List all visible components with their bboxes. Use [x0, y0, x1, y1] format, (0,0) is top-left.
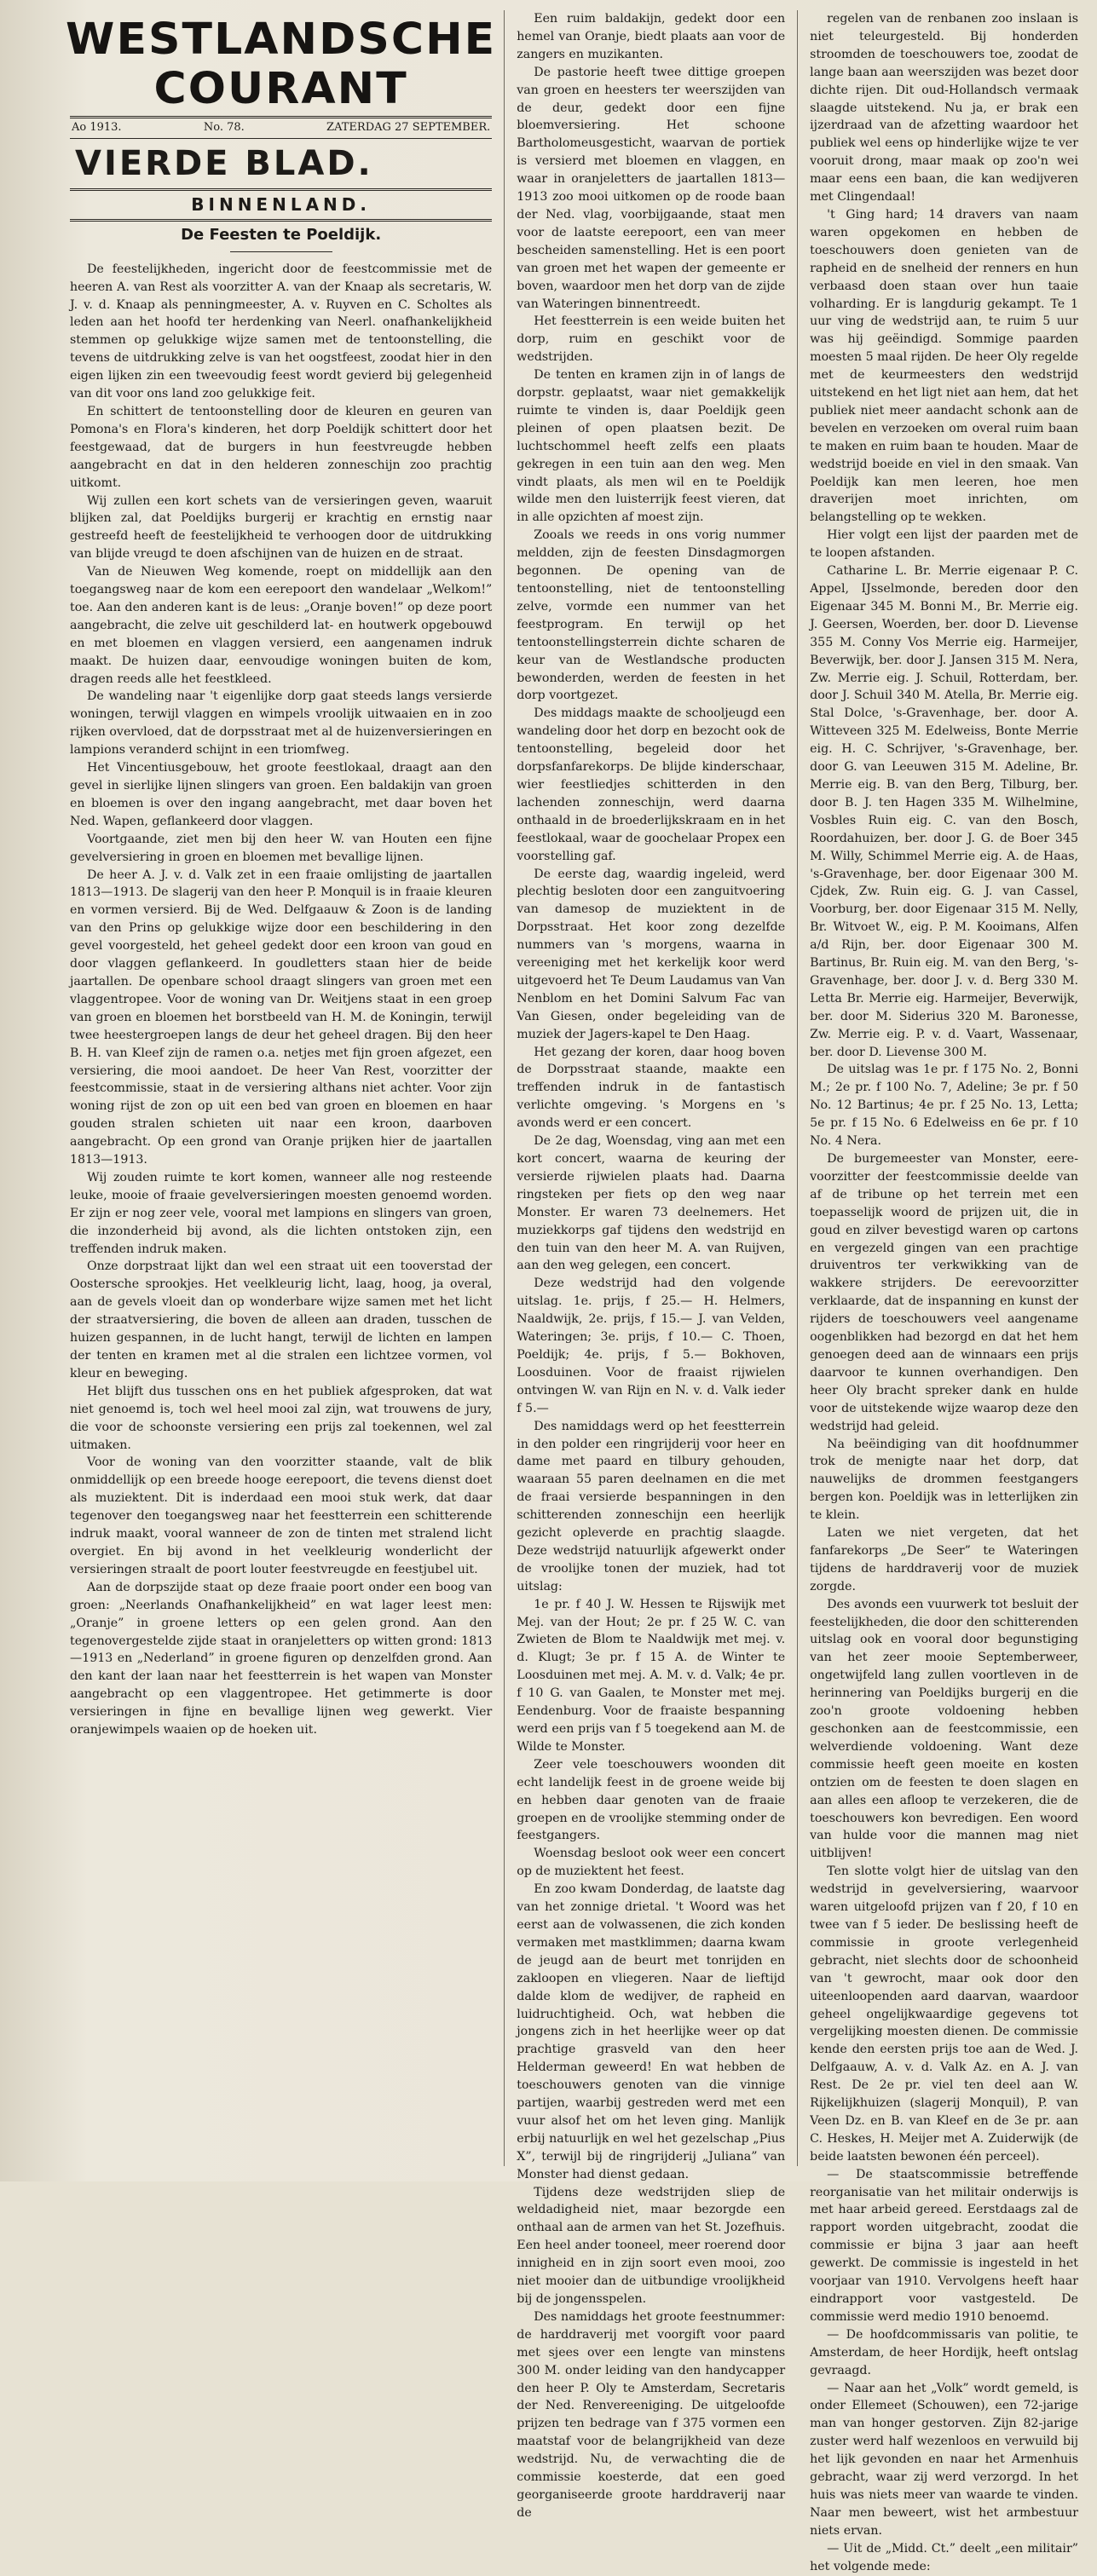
- paragraph: Onze dorpstraat lijkt dan wel een straat uit een tooverstad der Oostersche sprookjes. Het veelkleurig licht, laag, hoog, ja overal, aan de gevels vloeit dan op wonderbare wijze samen met het licht der straatversiering, die boven de alleen aan draden, tusschen de huizen gespannen, in de lucht hangt, terwijl de lichten en lampen der tenten en kramen met al die stralen een lichtzee vormen, vol kleur en beweging.: [70, 1259, 493, 1380]
- year: Ao 1913.: [72, 121, 122, 134]
- column-2-body: [517, 10, 785, 2522]
- column-1-body: [70, 261, 492, 1739]
- paragraph: — Naar aan het „Volk” wordt gemeld, is onder Ellemeet (Schouwen), een 72-jarige man van honger gestorven. Zijn 82-jarige zuster werd half wezenloos en verwuild bij het lijk gevonden en naar het Armenhuis gebracht, waar zij werd verzorgd. In het huis was niets meer van waarde te vinden. Naar men beweert, wist het armbestuur niets ervan.: [810, 2381, 1078, 2538]
- paragraph: De 2e dag, Woensdag, ving aan met een kort concert, waarna de keuring der versierde rijwielen plaats had. Daarna ringsteken per fiets op den weg naar Monster. Er waren 73 deelnemers. Het muziekkorps gaf tijdens den wedstrijd en den tuin van den heer M. A. van Ruijven, aan den weg gelegen, een concert.: [517, 1134, 786, 1273]
- paragraph: Tijdens deze wedstrijden sliep de weldadigheid niet, maar bezorgde een onthaal aan de armen van het St. Jozefhuis. Een heel ander tooneel, meer roerend door innigheid en in zijn soort even mooi, zoo niet mooier dan de uitbundige vroolijkheid bij de jongensspelen.: [517, 2185, 786, 2306]
- paragraph: De feestelijkheden, ingericht door de feestcommissie met de heeren A. van Rest als voorzitter A. van der Knaap als secretaris, W. J. v. d. Knaap als penningmeester, A. v. Ruyven en C. Scholtes als leden aan het hoofd ter herdenking van Neerl. onafhankelijkheid stemmen op gelukkige wijze samen met de tentoonstelling, die tevens de uitdrukking zelve is van het oogstfeest, zoodat hier in den eigen lijken zin een tweevoudig feest wordt gevierd bij gelegenheid van dit voor ons land zoo gelukkige feit.: [70, 262, 493, 401]
- paragraph: En zoo kwam Donderdag, de laatste dag van het zonnige drietal. 't Woord was het eerst aan de volwassenen, die zich konden vermaken met mastklimmen; daarna kwam de jeugd aan de beurt met tonrijden en zakloopen en vliegeren. Naar de lieftijd dalde klom de wedijver, de rapheid en luidruchtigheid. Och, wat hebben die jongens zich in het heerlijke weer op dat prachtige grasveld van den heer Helderman geweerd! En wat hebben de toeschouwers genoten van die vinnige partijen, waarbij gestreden werd met een vuur alsof het om het leven ging. Manlijk erbij natuurlijk en wel het gezelschap „Pius X”, terwijl bij de ringrijderij „Juliana” van Monster had dienst gedaan.: [517, 1882, 786, 2181]
- paragraph: 't Ging hard; 14 dravers van naam waren opgekomen en hebben de toeschouwers doen genieten van de rapheid en de snelheid der renners en hun verbaasd doen staan over hun taaie volharding. Er is langdurig gekampt. Te 1 uur ving de wedstrijd aan, te ruim 5 uur was hij geëindigd. Sommige paarden moesten 5 maal rijden. De heer Oly regelde met de keurmeesters den wedstrijd uitstekend en het ligt niet aan hem, dat het publiek niet meer aandacht schonk aan de bevelen en verzoeken om overal ruim baan te maken en ruim baan te houden. Maar de wedstrijd boeide en viel in den smaak. Van Poeldijk kan men leeren, hoe men draverijen moet inrichten, om belangstelling op te wekken.: [810, 207, 1078, 525]
- paragraph: Laten we niet vergeten, dat het fanfarekorps „De Seer” te Wateringen tijdens de harddraverij voor de muziek zorgde.: [810, 1526, 1078, 1593]
- subsection-title: BINNENLAND.: [191, 193, 371, 215]
- paragraph: Zeer vele toeschouwers woonden dit echt landelijk feest in de groene weide bij en hebben daar genoten van de fraaie groepen en de vroolijke stemming onder de feestgangers.: [517, 1757, 786, 1843]
- paragraph: Ten slotte volgt hier de uitslag van den wedstrijd in gevelversiering, waarvoor waren uitgeloofd prijzen van f 20, f 10 en twee van f 5 ieder. De beslissing heeft de commissie in groote verlegenheid gebracht, niet slechts door de schoonheid van 't gewrocht, maar ook door den uiteenloopenden aard daarvan, waardoor geheel ongelijkwaardige gegevens tot vergelijking moesten dienen. De commissie kende den eersten prijs toe aan de Wed. J. Delfgaauw, A. v. d. Valk Az. en A. J. van Rest. De 2e pr. viel ten deel aan W. Rijkelijkhuizen (slagerij Monquil), P. van Veen Dz. en B. van Kleef en de 3e pr. aan C. Heskes, H. Meijer met A. Zuiderwijk (de beide laatsten bewonen één perceel).: [810, 1864, 1078, 2164]
- paragraph: Het blijft dus tusschen ons en het publiek afgesproken, dat wat niet genoemd is, toch wel heel mooi zal zijn, wat trouwens de jury, die voor de schoonste versiering een prijs zal toekennen, wel zal uitmaken.: [70, 1384, 493, 1452]
- paragraph: Het gezang der koren, daar hoog boven de Dorpsstraat staande, maakte een treffenden indruk in de fantastisch verlichte omgeving. 's Morgens en 's avonds werd er een concert.: [517, 1045, 786, 1131]
- paragraph: De burgemeester van Monster, eere-voorzitter der feestcommissie deelde van af de tribune op het terrein met een toepasselijk woord de prijzen uit, die in goud en zilver bevestigd waren op cartons en vergezeld gingen van een prachtige druiventros ter verkwikking van de wakkere strijders. De eerevoorzitter verklaarde, dat de inspanning en kunst der rijders de toeschouwers veel aangename oogenblikken had bezorgd en dat het hem genoegen deed aan de winnaars een prijs daarvoor te kunnen overhandigen. Den heer Oly bracht spreker dank en hulde voor de uitstekende wijze waarop deze den wedstrijd had geleid.: [810, 1152, 1078, 1433]
- paragraph: Voortgaande, ziet men bij den heer W. van Houten een fijne gevelversiering in groen en bloemen met bevallige lijnen.: [70, 832, 493, 864]
- paragraph: Deze wedstrijd had den volgende uitslag. 1e. prijs, f 25.— H. Helmers, Naaldwijk, 2e. prijs, f 15.— J. van Velden, Wateringen; 3e. prijs, f 10.— C. Thoen, Poeldijk; 4e. prijs, f 5.— Bokhoven, Loosduinen. Voor de fraaist rijwielen ontvingen W. van Rijn en N. v. d. Valk ieder f 5.—: [517, 1276, 786, 1415]
- paragraph: — Uit de „Midd. Ct.” deelt „een militair” het volgende mede:: [810, 2541, 1078, 2573]
- paragraph: — De staatscommissie betreffende reorganisatie van het militair onderwijs is met haar arbeid gereed. Eerstdaags zal de rapport worden uitgebracht, zoodat die commissie er bijna 3 jaar aan heeft gewerkt. De commissie is ingesteld in het voorjaar van 1910. Vervolgens heeft haar eindrapport voor vastgesteld. De commissie werd medio 1910 benoemd.: [810, 2167, 1078, 2324]
- paragraph: Des namiddags het groote feestnummer: de harddraverij met voorgift voor paard met sjees over een lengte van minstens 300 M. onder leiding van den handycapper den heer P. Oly te Amsterdam, Secretaris der Ned. Renvereeniging. De uitgeloofde prijzen ten bedrage van f 375 vormen een maatstaf voor de belangrijkheid van deze wedstrijd. Nu, de verwachting die de commissie koesterde, dat een goed georganiseerde groote harddraverij naar de: [517, 2309, 786, 2520]
- short-divider: [230, 251, 332, 252]
- paragraph: Hier volgt een lijst der paarden met de te loopen afstanden.: [810, 528, 1078, 561]
- article-title: De Feesten te Poeldijk.: [181, 225, 382, 244]
- paragraph: Zooals we reeds in ons vorig nummer meldden, zijn de feesten Dinsdagmorgen begonnen. De opening van de tentoonstelling, niet de tentoonstelling zelve, vormde een nummer van het feestprogram. En terwijl op het tentoonstellingsterrein dichte scharen de keur van de Westlandsche producten bewonderden, werden de feesten in het dorp voortgezet.: [517, 528, 786, 703]
- paragraph: De wandeling naar 't eigenlijke dorp gaat steeds langs versierde woningen, terwijl vlaggen en wimpels vroolijk uitwaaien en in zoo rijken overvloed, dat de dorpsstraat met al de huizenversieringen en lampions veranderd schijnt in een triomfweg.: [70, 689, 493, 758]
- paragraph: Des middags maakte de schooljeugd een wandeling door het dorp en bezocht ook de tentoonstelling, begeleid door het dorpsfanfarekorps. De blijde kinderschaar, wier feestliedjes schitterden in den lachenden zonneschijn, werd daarna onthaald in de broederlijkskraam en in het feestlokaal, waar de goochelaar Propex een voorstelling gaf.: [517, 706, 786, 863]
- paragraph: Des avonds een vuurwerk tot besluit der feestelijkheden, die door den schitterenden uitslag ook en vooral door begunstiging van het zeer mooie Septemberweer, ongetwijfeld lang zullen voortleven in de herinnering van Poeldijks burgerij en die zoo'n groote voldoening hebben geschonken aan de feestcommissie, een welverdiende voldoening. Want deze commissie heeft geen moeite en kosten ontzien om de feesten te doen slagen en aan alles een afloop te verzekeren, die de toeschouwers kon bevredigen. Een woord van hulde voor die mannen mag niet uitblijven!: [810, 1597, 1078, 1861]
- divider: [70, 219, 492, 222]
- column-1: [66, 10, 497, 2166]
- column-3-body: [810, 10, 1078, 2576]
- masthead-title: WESTLANDSCHE COURANT: [66, 14, 497, 114]
- paragraph: De pastorie heeft twee dittige groepen van groen en heesters ter weerszijden van de deur, gedekt door een fijne bloemversiering. Het schoone Bartholomeusgesticht, waarvan de portiek is versierd met bloemen en vlaggen, en waar in oranjeletters de jaartallen 1813—1913 zoo mooi uitkomen op de roode baan der Ned. vlag, voorbijgaande, staat men voor de laatste eerepoort, een van meer bescheiden samenstelling. Het is een poort van groen met het wapen der gemeente er boven, waardoor men het dorp van de zijde van Wateringen binnentreedt.: [517, 65, 786, 311]
- paragraph: Wij zouden ruimte te kort komen, wanneer alle nog resteende leuke, mooie of fraaie gevelversieringen moesten genoemd worden. Er zijn er nog zeer vele, vooral met lampions en slingers van groen, die inzonderheid bij avond, als die lichten ontstoken zijn, een treffenden indruk maken.: [70, 1170, 493, 1256]
- paragraph: Woensdag besloot ook weer een concert op de muziektent het feest.: [517, 1847, 786, 1879]
- paragraph: — De hoofdcommissaris van politie, te Amsterdam, de heer Hordijk, heeft ontslag gevraagd.: [810, 2327, 1078, 2377]
- paragraph: Des namiddags werd op het feestterrein in den polder een ringrijderij voor heer en dame met paard en tilbury gehouden, waaraan 55 paren deelnamen en die met de fraai versierde bespanningen in den schitterenden zonneschijn een heerlijk gezicht opleverde en prachtig slaagde. Deze wedstrijd natuurlijk afgewerkt onder de vroolijke tonen der muziek, had tot uitslag:: [517, 1419, 786, 1593]
- paragraph: regelen van de renbanen zoo inslaan is niet teleurgesteld. Bij honderden stroomden de toeschouwers toe, zoodat de lange baan aan weerszijden was bezet door dichte rijen. Dit oud-Hollandsch vermaak slaagde uitstekend. Nu ja, er brak een ijzerdraad van de afzetting waardoor het publiek wel eens op hinderlijke wijze te ver vooruit drong, maar maak op zoo'n wei maar eens een baan, die kan wedijveren met Clingendaal!: [810, 12, 1078, 205]
- paragraph: Van de Nieuwen Weg komende, roept on middellijk aan den toegangsweg naar de kom een eerepoort den wandelaar „Welkom!” toe. Aan den anderen kant is de leus: „Oranje boven!” op deze poort aangebracht, die zelve uit geschilderd lat- en houtwerk opgebouwd en met bloemen en vlaggen versierd, een aangenamen indruk maakt. De huizen daar, eenvoudige woningen buiten de kom, dragen reeds alle het feestkleed.: [70, 565, 493, 686]
- paragraph: 1e pr. f 40 J. W. Hessen te Rijswijk met Mej. van der Hout; 2e pr. f 25 W. C. van Zwieten de Blom te Naaldwijk met mej. v. d. Klugt; 3e pr. f 15 A. de Winter te Loosduinen met mej. A. M. v. d. Valk; 4e pr. f 10 G. van Gaalen, te Monster met mej. Eendenburg. Voor de fraaiste bespanning werd een prijs van f 5 toegekend aan M. de Wilde te Monster.: [517, 1597, 786, 1754]
- paragraph: Een ruim baldakijn, gedekt door een hemel van Oranje, biedt plaats aan voor de zangers en muzikanten.: [517, 12, 786, 61]
- divider: [70, 188, 492, 191]
- paragraph: En schittert de tentoonstelling door de kleuren en geuren van Pomona's en Flora's kinderen, het dorp Poeldijk schittert door het feestgewaad, dat de burgers in hun feestvreugde hebben aangebracht en dat in den helderen zonneschijn zoo prachtig uitkomt.: [70, 404, 493, 490]
- paragraph: Het feestterrein is een weide buiten het dorp, ruim en geschikt voor de wedstrijden.: [517, 314, 786, 365]
- dateline: [70, 116, 492, 139]
- paragraph: Voor de woning van den voorzitter staande, valt de blik onmiddellijk op een breede hooge eerepoort, die tevens dienst doet als muziektent. Dit is inderdaad een mooi stuk werk, dat daar tegenover den toegangsweg naar het feestterrein een schitterende indruk maakt, vooral wanneer de zon de tinten met stralend licht overgiet. En bij avond in het veelkleurig wonderlicht der versieringen straalt de poort louter feestvreugde en feestjubel uit.: [70, 1455, 493, 1576]
- paragraph: Catharine L. Br. Merrie eigenaar P. C. Appel, IJsselmonde, bereden door den Eigenaar 345 M. Bonni M., Br. Merrie eig. J. Geersen, Woerden, ber. door D. Lievense 355 M. Conny Vos Merrie eig. Harmeijer, Beverwijk, ber. door J. Jansen 315 M. Nera, Zw. Merrie eig. J. Schuil, Rotterdam, ber. door J. Schuil 340 M. Atella, Br. Merrie eig. Stal Dolce, 's-Gravenhage, ber. door A. Witteveen 325 M. Edelweiss, Bonte Merrie eig. H. C. Schrijver, 's-Gravenhage, ber. door G. van Leeuwen 315 M. Adeline, Br. Merrie eig. B. van den Berg, Tilburg, ber. door B. J. ten Hagen 335 M. Wilhelmine, Vosbles Ruin eig. C. van den Bosch, Roordahuizen, ber. door J. G. de Boer 345 M. Willy, Schimmel Merrie eig. A. de Haas, 's-Gravenhage, ber. door Eigenaar 300 M. Cjdek, Zw. Ruin eig. G. J. van Cassel, Voorburg, ber. door Eigenaar 315 M. Nelly, Br. Witvoet W., eig. P. M. Kooimans, Alfen a/d Rijn, ber. door Eigenaar 300 M. Bartinus, Br. Ruin eig. M. van den Berg, 's-Gravenhage, ber. door J. v. d. Berg 330 M. Letta Br. Merrie eig. Harmeijer, Beverwijk, ber. door M. Siderius 320 M. Baronesse, Zw. Merrie eig. P. v. d. Vaart, Wassenaar, ber. door D. Lievense 300 M.: [810, 564, 1078, 1059]
- paragraph: Aan de dorpszijde staat op deze fraaie poort onder een boog van groen: „Neerlands Onafhankelijkheid” en wat lager leest men: „Oranje” in groene letters op een gelen grond. Aan den tegenovergestelde zijde staat in oranjeletters op witten grond: 1813—1913 en „Nederland” in groene figuren op denzelfden grond. Aan den kant der laan naar het feestterrein is het wapen van Monster aangebracht op een vlaggentropee. Het getimmerte is door versieringen in fijne en bevallige lijnen weg gewerkt. Vier oranjewimpels waaien op de hoeken uit.: [70, 1580, 493, 1738]
- paragraph: De uitslag was 1e pr. f 175 No. 2, Bonni M.; 2e pr. f 100 No. 7, Adeline; 3e pr. f 50 No. 12 Bartinus; 4e pr. f 25 No. 13, Letta; 5e pr. f 15 No. 6 Edelweiss en 6e pr. f 10 No. 4 Nera.: [810, 1063, 1078, 1149]
- issue-date: ZATERDAG 27 SEPTEMBER.: [326, 121, 491, 134]
- section-title: VIERDE BLAD.: [75, 143, 373, 183]
- paragraph: Wij zullen een kort schets van de versieringen geven, waaruit blijken zal, dat Poeldijks burgerij er krachtig en ernstig naar gestreefd heeft de feestelijkheid te verhoogen door de uitdrukking van blijde vreugd te doen afschijnen van de huizen en de straat.: [70, 493, 493, 562]
- column-3: [797, 10, 1078, 2573]
- paragraph: De heer A. J. v. d. Valk zet in een fraaie omlijsting de jaartallen 1813—1913. De slagerij van den heer P. Monquil is in fraaie kleuren en vormen versierd. Bij de Wed. Delfgaauw & Zoon is de landing van den Prins op gelukkige wijze door een beschildering in den gevel voorgesteld, het geheel gedekt door een kroon van goud en door vlaggen geflankeerd. In goudletters staan hier de beide jaartallen. De openbare school draagt slingers van groen met een vlaggentropee. Voor de woning van Dr. Weitjens staat in een groep van groen en bloemen het borstbeeld van H. M. de Koningin, terwijl twee heestergroepen langs de deur het geheel dragen. Bij den heer B. H. van Kleef zijn de ramen o.a. netjes met fijn groen afgezet, een versiering, die mooi aandoet. De heer Van Rest, voorzitter der feestcommissie, staat in de versiering althans niet achter. Voor zijn woning rijst de zon op uit een bed van groen en bloemen en haar gouden stralen schieten uit naar een kroon, daarboven aangebracht. Op een grond van Oranje prijken hier de jaartallen 1813—1913.: [70, 867, 493, 1167]
- paragraph: Na beëindiging van dit hoofdnummer trok de menigte naar het dorp, dat nauwelijks de drommen feestgangers bergen kon. Poeldijk was in letterlijken zin te klein.: [810, 1437, 1078, 1523]
- paragraph: Het Vincentiusgebouw, het groote feestlokaal, draagt aan den gevel in sierlijke lijnen slingers van groen. Een baldakijn van groen en bloemen is over den ingang aangebracht, met daar boven het Ned. Wapen, geflankeerd door vlaggen.: [70, 761, 493, 828]
- paragraph: De eerste dag, waardig ingeleid, werd plechtig besloten door een zanguitvoering van damesop de muziektent in de Dorpsstraat. Het koor zong dezelfde nummers van 's morgens, waarna in vereeniging met het kerkelijk koor werd uitgevoerd het Te Deum Laudamus van Van Nenblom en het Domini Salvum Fac van Van Giesen, onder begeleiding van de muziek der Jagers-kapel te Den Haag.: [517, 867, 786, 1041]
- column-2: [504, 10, 786, 2520]
- paragraph: De tenten en kramen zijn in of langs de dorpstr. geplaatst, waar niet gemakkelijk ruimte te vinden is, daar Poeldijk geen pleinen of open plaatsen bezit. De luchtschommel heeft zelfs een plaats gekregen in een tuin aan den weg. Men vindt plaats, als men wil en te Poeldijk wilde men den luisterrijk feest vieren, dat in alle opzichten af moest zijn.: [517, 368, 786, 525]
- issue-number: No. 78.: [203, 121, 245, 134]
